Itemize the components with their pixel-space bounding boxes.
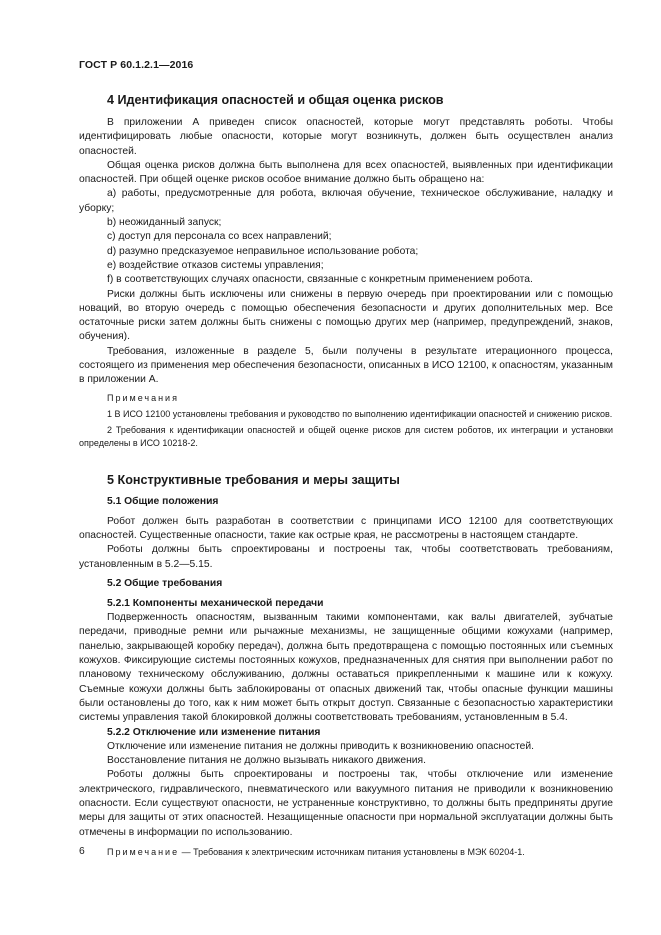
subsection-5-2-1-heading: 5.2.1 Компоненты механической передачи bbox=[107, 597, 324, 609]
list-item-c: c) доступ для персонала со всех направлений; bbox=[107, 231, 332, 243]
subsection-5-1-paragraph-1: Робот должен быть разработан в соответствии с принципами ИСО 12100 для соответствующих опасностей. Существенные опасности, такие как острые края, не рассмотрены в настоящем стандарте. bbox=[79, 515, 613, 541]
note-2: 2 Требования к идентификации опасностей и общей оценке рисков для систем роботов, их интеграции и установки определены в ИСО 10218-2. bbox=[79, 424, 613, 448]
page-number: 6 bbox=[79, 846, 85, 857]
final-note-label: Примечание bbox=[107, 846, 180, 857]
section-4-paragraph-3: Риски должны быть исключены или снижены в первую очередь при проектировании или с помощью новаций, во вторую очередь с помощью обеспечения безопасности и других дополнительных мер. Все остаточные риски затем должны быть снижены с помощью других мер (например, предупреждений, знаков, обучения). bbox=[79, 288, 613, 343]
list-item-e: e) воздействие отказов системы управления; bbox=[107, 259, 324, 271]
subsection-5-2-heading: 5.2 Общие требования bbox=[107, 577, 223, 589]
final-note-text: — Требования к электрическим источникам питания установлены в МЭК 60204-1. bbox=[179, 846, 525, 857]
section-4-paragraph-4: Требования, изложенные в разделе 5, были получены в результате итерационного процесса, состоящего из применения мер обеспечения безопасности, описанных в ИСО 12100, к опасностям, указанным в приложении А. bbox=[79, 345, 613, 386]
list-item-b: b) неожиданный запуск; bbox=[107, 217, 222, 229]
subsection-5-2-1-paragraph: Подверженность опасностям, вызванным такими компонентами, как валы двигателей, зубчатые передачи, приводные ремни или рычажные механизмы, не защищенные общими кожухами (например, панелью, закрывающей коробку передач), должна быть предотвращена с помощью постоянных или съемных кожухов. Фиксирующие системы постоянных кожухов, предназначенных для снятия при выполнении работ по плановому техническому обслуживанию, должны оставаться прикрепленными к машине или к кожуху. Съемные кожухи должны быть заблокированы от опасных движений так, чтобы опасные функции машины были остановлены до того, как к ним может быть открыт доступ. Связанные с безопасностью характеристики системы управления такой блокировкой должны соответствовать требованиям, установленным в 5.4. bbox=[79, 612, 613, 724]
list-item-f: f) в соответствующих случаях опасности, связанные с конкретным применением робота. bbox=[107, 274, 533, 286]
section-4-paragraph-2: Общая оценка рисков должна быть выполнена для всех опасностей, выявленных при идентификации опасностей. При общей оценке рисков особое внимание должно быть обращено на: bbox=[79, 159, 613, 186]
section-spacer bbox=[79, 453, 613, 473]
section-5-heading: 5 Конструктивные требования и меры защиты bbox=[107, 472, 400, 487]
subsection-5-2-2-paragraph-2: Восстановление питания не должно вызывать никакого движения. bbox=[107, 755, 426, 767]
subsection-5-2-2-heading: 5.2.2 Отключение или изменение питания bbox=[107, 726, 321, 738]
final-note bbox=[79, 846, 613, 859]
list-item-d: d) разумно предсказуемое неправильное использование робота; bbox=[107, 245, 419, 257]
document-header: ГОСТ Р 60.1.2.1—2016 bbox=[79, 59, 194, 71]
page-content bbox=[79, 93, 613, 859]
list-item-a: a) работы, предусмотренные для робота, включая обучение, техническое обслуживание, наладку и уборку; bbox=[79, 188, 613, 214]
section-4-paragraph-1: В приложении А приведен список опасностей, которые могут представлять роботы. Чтобы идентифицировать любые опасности, которые могут возникнуть, должен быть осуществлен анализ опасностей. bbox=[79, 117, 613, 157]
subsection-5-2-2-paragraph-3: Роботы должны быть спроектированы и построены так, чтобы отключение или изменение электрического, гидравлического, пневматического или вакуумного питания не приводили к возникновению опасности. Если существуют опасности, не устраненные конструктивно, то должны быть предприняты другие меры для защиты от этих опасностей. Незащищенные опасности при нормальной эксплуатации должны быть отмечены в информации по использованию. bbox=[79, 769, 613, 838]
subsection-5-2-2-paragraph-1: Отключение или изменение питания не должны приводить к возникновению опасностей. bbox=[107, 740, 535, 752]
subsection-5-1-heading: 5.1 Общие положения bbox=[107, 495, 219, 507]
section-4-heading: 4 Идентификация опасностей и общая оценка рисков bbox=[107, 93, 444, 107]
subsection-5-1-paragraph-2: Роботы должны быть спроектированы и построены так, чтобы соответствовать требованиям, установленным в 5.2—5.15. bbox=[79, 544, 613, 570]
notes-label: Примечания bbox=[107, 392, 179, 403]
note-1: 1 В ИСО 12100 установлены требования и руководство по выполнению идентификации опасностей и снижению рисков. bbox=[107, 408, 613, 419]
